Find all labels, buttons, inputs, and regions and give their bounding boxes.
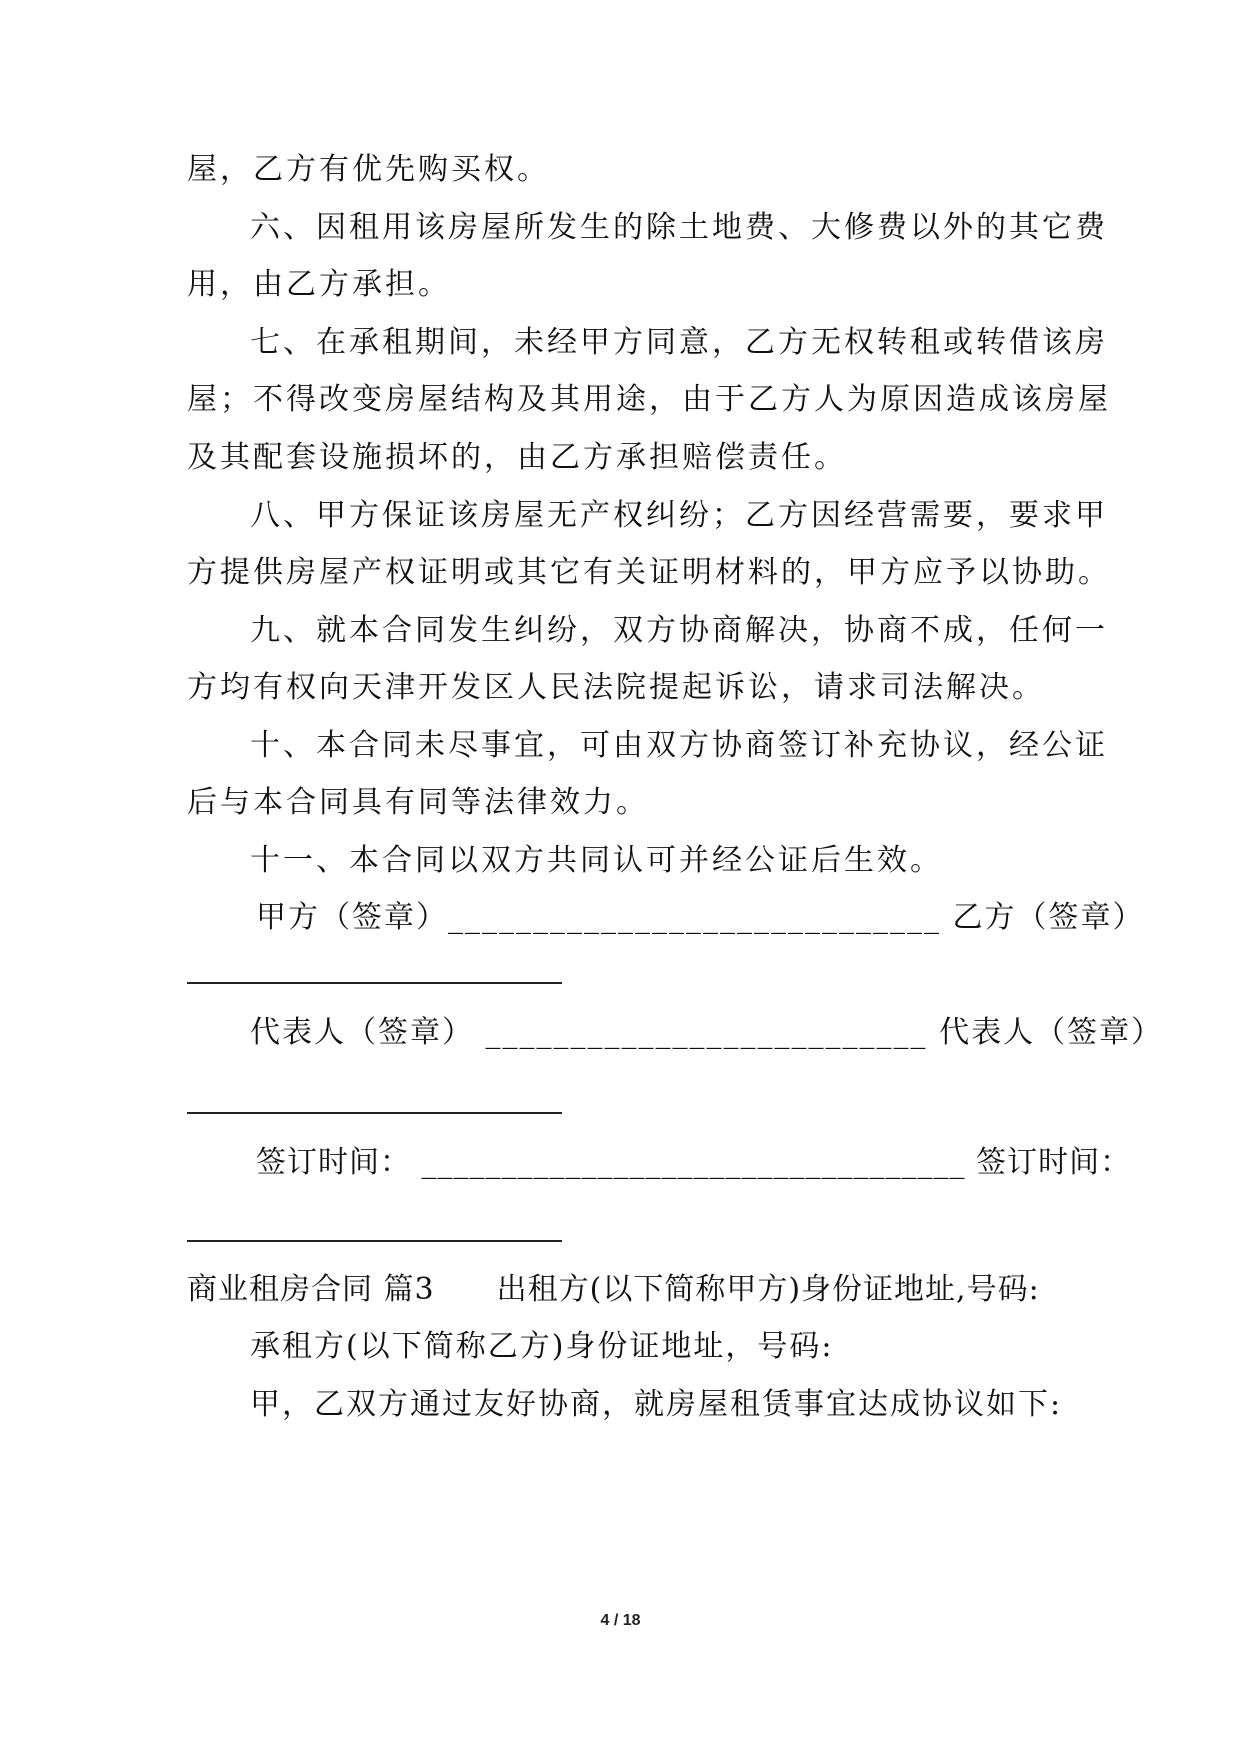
signature-party-line: 甲方（签章）_____________________________ 乙方（签章） [256, 900, 1145, 935]
paragraph-line: 方均有权向天津开发区人民法院提起诉讼，请求司法解决。 [187, 670, 1045, 705]
signature-blank-party-b [187, 982, 562, 984]
paragraph-line: 后与本合同具有同等法律效力。 [187, 785, 649, 820]
section-line: 承租方(以下简称乙方)身份证地址，号码: [250, 1329, 834, 1364]
paragraph-line: 方提供房屋产权证明或其它有关证明材料的，甲方应予以协助。 [187, 555, 1111, 590]
sign-date-line: 签订时间： __________________________________ 签订时间： [256, 1145, 1132, 1180]
signature-blank-representative-b [187, 1112, 562, 1114]
section-heading-line: 商业租房合同 篇3 出租方(以下简称甲方)身份证地址,号码: [187, 1272, 1040, 1307]
paragraph-line: 屋；不得改变房屋结构及其用途，由于乙方人为原因造成该房屋 [187, 382, 1111, 417]
paragraph-line: 用，由乙方承担。 [187, 267, 451, 302]
paragraph-line: 及其配套设施损坏的，由乙方承担赔偿责任。 [187, 440, 847, 475]
clause-ten: 十、本合同未尽事宜，可由双方协商签订补充协议，经公证 [250, 728, 1108, 763]
clause-six: 六、因租用该房屋所发生的除土地费、大修费以外的其它费 [250, 210, 1108, 245]
sign-date-blank-b [187, 1240, 562, 1242]
paragraph-line: 屋，乙方有优先购买权。 [187, 152, 550, 187]
clause-seven: 七、在承租期间，未经甲方同意，乙方无权转租或转借该房 [250, 325, 1108, 360]
clause-eleven: 十一、本合同以双方共同认可并经公证后生效。 [250, 843, 943, 878]
signature-representative-line: 代表人（签章） __________________________ 代表人（签章） [250, 1015, 1164, 1050]
clause-nine: 九、就本合同发生纠纷，双方协商解决，协商不成，任何一 [250, 613, 1108, 648]
section-line: 甲，乙双方通过友好协商，就房屋租赁事宜达成协议如下: [250, 1387, 1063, 1422]
page-number: 4 / 18 [600, 1612, 641, 1629]
clause-eight: 八、甲方保证该房屋无产权纠纷；乙方因经营需要，要求甲 [250, 498, 1108, 533]
